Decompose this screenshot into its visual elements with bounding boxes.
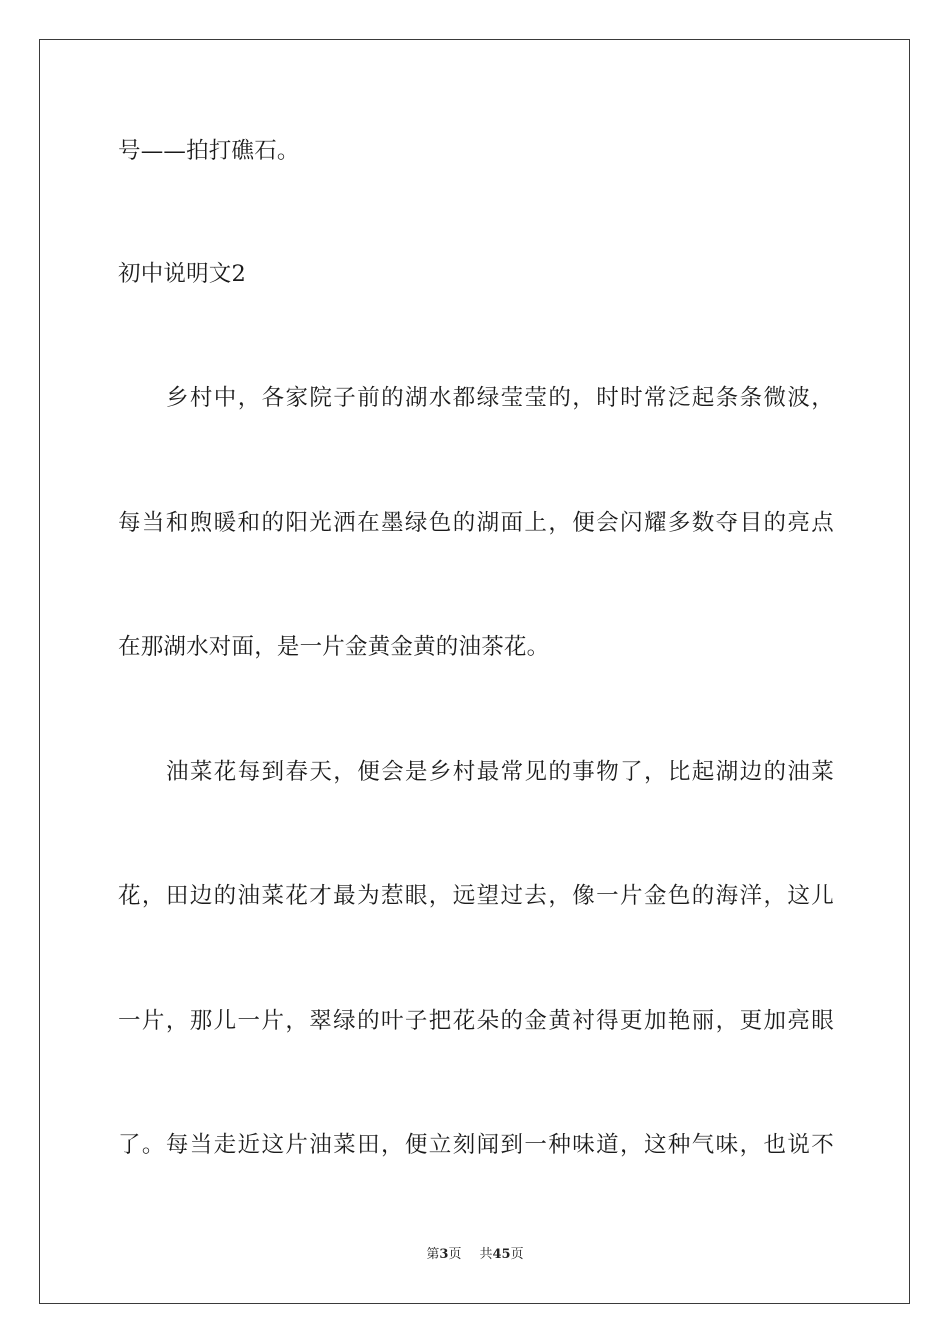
footer-page-suffix: 页 xyxy=(448,1247,462,1262)
text-line-7: 花，田边的油菜花才最为惹眼，远望过去，像一片金色的海洋，这儿 xyxy=(118,883,834,909)
text-line-9: 了。每当走近这片油菜田，便立刻闻到一种味道，这种气味，也说不 xyxy=(118,1132,834,1158)
footer-page-total: 45 xyxy=(492,1247,511,1262)
page-footer xyxy=(0,1246,950,1264)
footer-page-current: 3 xyxy=(439,1247,449,1262)
text-line-1: 号——拍打礁石。 xyxy=(118,138,300,164)
text-line-4: 每当和煦暖和的阳光洒在墨绿色的湖面上，便会闪耀多数夺目的亮点 xyxy=(118,510,834,536)
page-border xyxy=(39,39,910,1304)
footer-total-suffix: 页 xyxy=(510,1247,524,1262)
footer-page-prefix: 第 xyxy=(426,1247,440,1262)
text-line-5: 在那湖水对面，是一片金黄金黄的油茶花。 xyxy=(118,634,550,660)
text-line-3: 乡村中，各家院子前的湖水都绿莹莹的，时时常泛起条条微波， xyxy=(166,385,834,411)
text-line-8: 一片，那儿一片，翠绿的叶子把花朵的金黄衬得更加艳丽，更加亮眼 xyxy=(118,1008,834,1034)
section-heading: 初中说明文2 xyxy=(118,261,247,287)
text-line-6: 油菜花每到春天，便会是乡村最常见的事物了，比起湖边的油菜 xyxy=(166,759,834,785)
footer-total-prefix: 共 xyxy=(479,1247,493,1262)
